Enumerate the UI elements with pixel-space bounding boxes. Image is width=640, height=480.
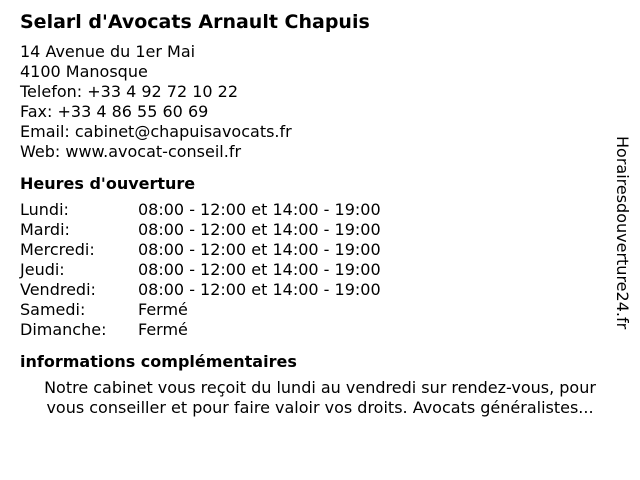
email-line: Email: cabinet@chapuisavocats.fr: [20, 122, 292, 141]
info-description: [20, 378, 620, 418]
time-value: 08:00 - 12:00 et 14:00 - 19:00: [138, 240, 381, 259]
time-value: 08:00 - 12:00 et 14:00 - 19:00: [138, 280, 381, 299]
day-label: Lundi:: [20, 200, 69, 219]
fax-line: Fax: +33 4 86 55 60 69: [20, 102, 209, 121]
day-label: Dimanche:: [20, 320, 107, 339]
hours-heading: Heures d'ouverture: [20, 174, 196, 193]
day-label: Vendredi:: [20, 280, 96, 299]
business-name: Selarl d'Avocats Arnault Chapuis: [20, 11, 370, 33]
hours-row-dimanche: [20, 320, 610, 340]
address-line-2: 4100 Manosque: [20, 62, 148, 81]
hours-row-mardi: [20, 220, 610, 240]
web-line: Web: www.avocat-conseil.fr: [20, 142, 242, 161]
info-line-1: Notre cabinet vous reçoit du lundi au vendredi sur rendez-vous, pour: [44, 378, 596, 397]
day-label: Mercredi:: [20, 240, 95, 259]
phone-line: Telefon: +33 4 92 72 10 22: [20, 82, 239, 101]
time-value: 08:00 - 12:00 et 14:00 - 19:00: [138, 200, 381, 219]
info-line-2: vous conseiller et pour faire valoir vos droits. Avocats généralistes...: [46, 398, 594, 417]
info-heading: informations complémentaires: [20, 352, 297, 371]
day-label: Jeudi:: [20, 260, 65, 279]
site-watermark: Horairesdouverture24.fr: [613, 136, 632, 330]
time-value: Fermé: [138, 300, 188, 319]
address-line-1: 14 Avenue du 1er Mai: [20, 42, 196, 61]
hours-table: [20, 200, 610, 340]
hours-row-samedi: [20, 300, 610, 320]
day-label: Samedi:: [20, 300, 86, 319]
time-value: 08:00 - 12:00 et 14:00 - 19:00: [138, 260, 381, 279]
hours-row-lundi: [20, 200, 610, 220]
time-value: 08:00 - 12:00 et 14:00 - 19:00: [138, 220, 381, 239]
hours-row-mercredi: [20, 240, 610, 260]
day-label: Mardi:: [20, 220, 70, 239]
business-card: [20, 10, 610, 418]
time-value: Fermé: [138, 320, 188, 339]
contact-block: [20, 42, 610, 162]
hours-row-vendredi: [20, 280, 610, 300]
hours-row-jeudi: [20, 260, 610, 280]
